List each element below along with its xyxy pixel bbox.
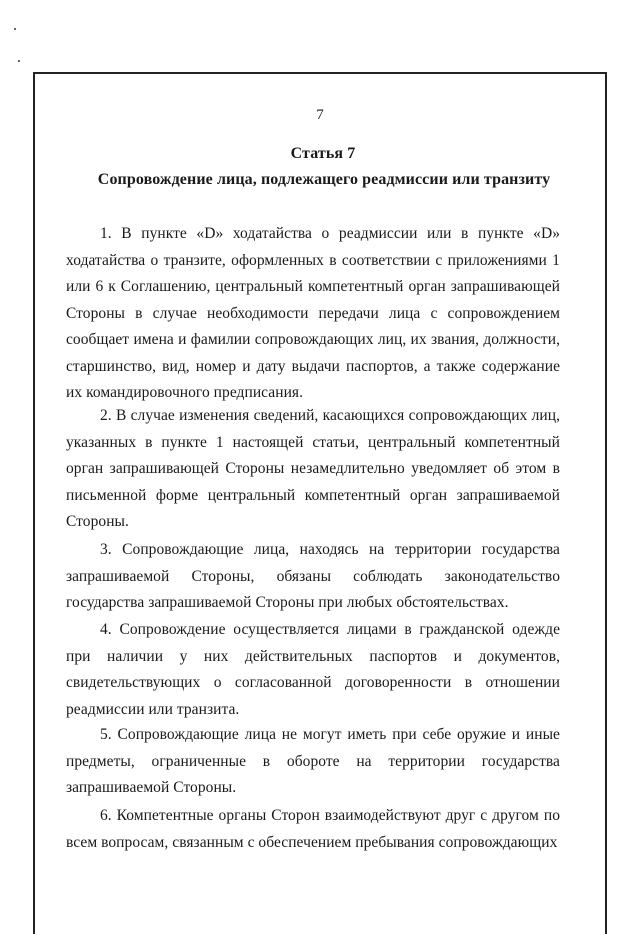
paragraph-2 [66, 403, 560, 536]
article-subtitle: Сопровождение лица, подлежащего реадмиссии или транзиту [97, 171, 551, 188]
paragraph-4 [66, 617, 560, 723]
paragraph-text: 1. В пункте «D» ходатайства о реадмиссии или в пункте «D» ходатайства о транзите, оформленных в соответствии с приложениями 1 или 6 к Соглашению, центральный компетентный орган запрашивающей Стороны в случае необходимости передачи лица с сопровождением сообщает имена и фамилии сопровождающих лиц, их звания, должности, старшинство, вид, номер и дату выдачи паспортов, а также содержание их командировочного предписания. [66, 225, 560, 401]
scan-speck [14, 28, 16, 30]
paragraph-5 [66, 722, 560, 802]
article-title: Статья 7 [290, 145, 356, 162]
paragraph-text: 3. Сопровождающие лица, находясь на территории государства запрашиваемой Стороны, обязаны соблюдать законодательство государства запрашиваемой Стороны при любых обстоятельствах. [66, 541, 560, 611]
page-number: 7 [316, 107, 324, 123]
paragraph-text: 6. Компетентные органы Сторон взаимодействуют друг с другом по всем вопросам, связанным с обеспечением пребывания сопровождающих [66, 807, 560, 851]
paragraph-text: 4. Сопровождение осуществляется лицами в гражданской одежде при наличии у них действительных паспортов и документов, свидетельствующих о согласованной договоренности в отношении реадмиссии или транзита. [66, 621, 560, 718]
scan-speck [18, 60, 20, 62]
paragraph-6 [66, 803, 560, 856]
paragraph-1 [66, 221, 560, 407]
paragraph-3 [66, 537, 560, 617]
paragraph-text: 2. В случае изменения сведений, касающихся сопровождающих лиц, указанных в пункте 1 настоящей статьи, центральный компетентный орган запрашивающей Стороны незамедлительно уведомляет об этом в письменной форме центральный компетентный орган запрашиваемой Стороны. [66, 407, 560, 530]
paragraph-text: 5. Сопровождающие лица не могут иметь при себе оружие и иные предметы, ограниченные в обороте на территории государства запрашиваемой Стороны. [66, 726, 560, 796]
